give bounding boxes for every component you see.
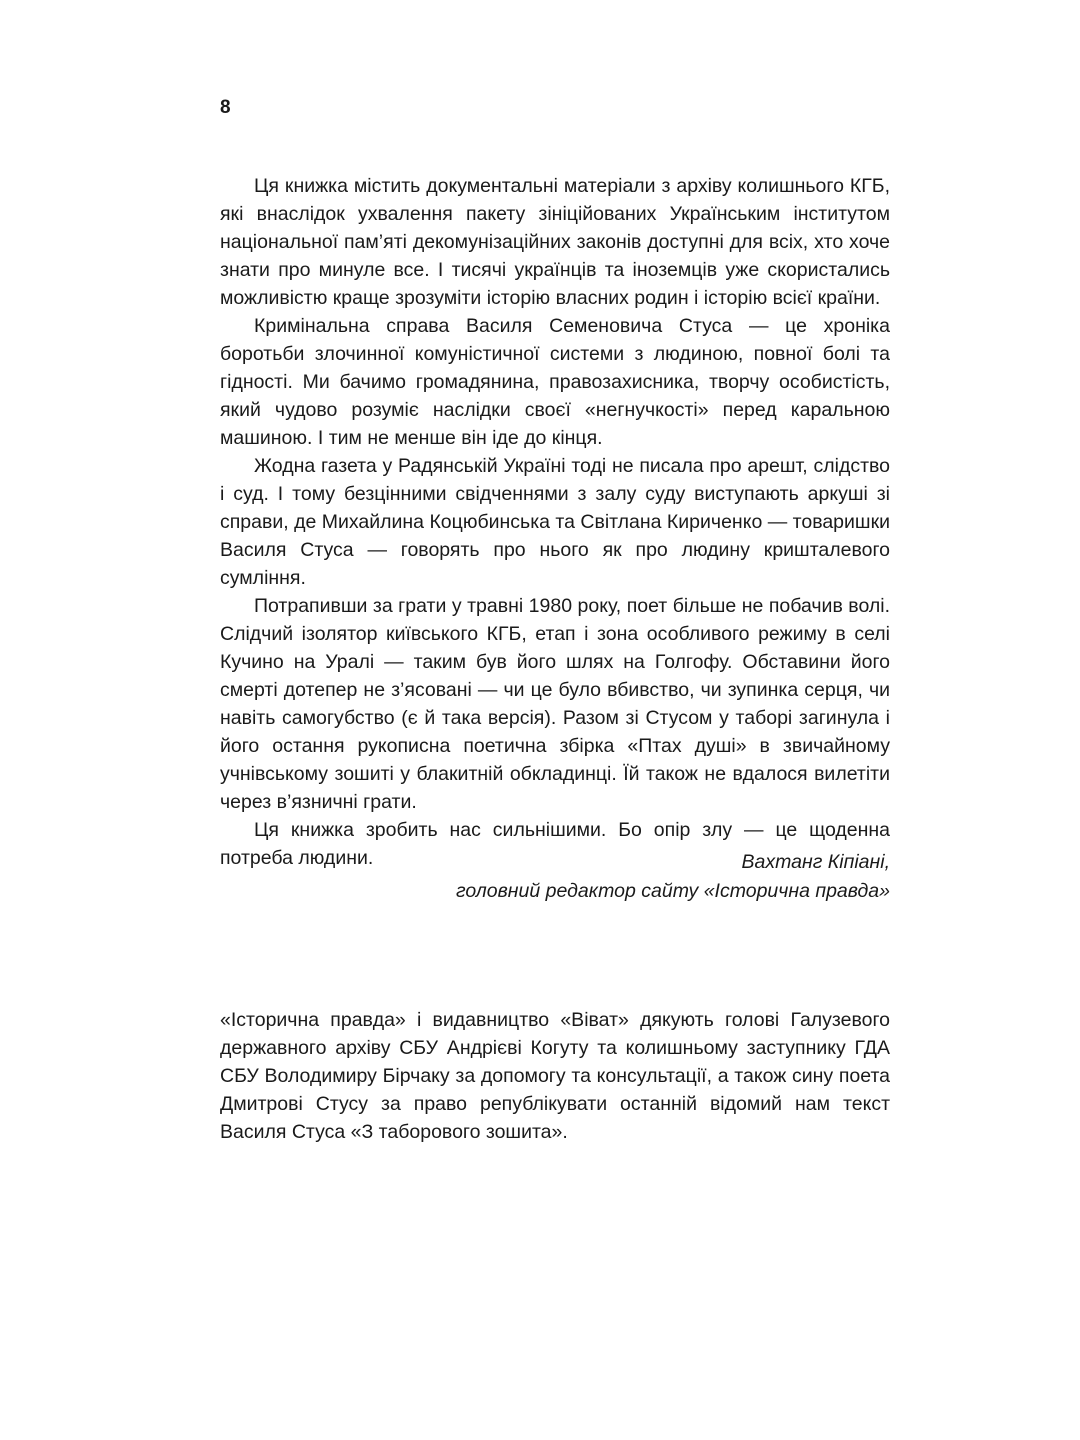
signature-role: головний редактор сайту «Історична правда» [455,880,890,902]
signature-author: Вахтанг Кіпіані, [741,851,890,873]
page-number: 8 [220,97,231,118]
paragraph-intro: Ця книжка містить документальні матеріали з архіву колишнього КГБ, які внаслідок ухвалення пакету зініційованих Українським інститутом національної пам’яті декомунізаційних законів доступні для всіх, хто хоче знати про минуле все. І тисячі українців та іноземців уже скористались можливістю краще зрозуміти історію власних родин і історію всієї країни. [220,175,890,309]
paragraph-conclusion: Ця книжка зробить нас сильнішими. Бо опір злу — це щоденна потреба людини. [220,819,890,869]
paragraph-imprisonment: Потрапивши за грати у травні 1980 року, поет більше не побачив волі. Слідчий ізолятор київського КГБ, етап і зона особливого режиму в селі Кучино на Уралі — таким був його шлях на Голгофу. Обставини його смерті дотепер не з’ясовані — чи це було вбивство, чи зупинка серця, чи навіть самогубство (є й така версія). Разом зі Стусом у таборі загинула і його остання рукописна поетична збірка «Птах душі» в звичайному учнівському зошиті у блакитній обкладинці. Їй також не вдалося вилетіти через в’язничні грати. [220,595,890,813]
main-text [220,172,890,872]
acknowledgment-text: «Історична правда» і видавництво «Віват» дякують голові Галузевого державного архіву СБУ Андрієві Когуту та колишньому заступнику ГДА СБУ Володимиру Бірчаку за допомогу та консультації, а також сину поета Дмитрові Стусу за право републікувати останній відомий нам текст Василя Стуса «З таборового зошита». [220,1009,890,1143]
paragraph-criminal-case: Кримінальна справа Василя Семеновича Стуса — це хроніка боротьби злочинної комуністичної системи з людиною, повної болі та гідності. Ми бачимо громадянина, правозахисника, творчу особистість, який чудово розуміє наслідки своєї «негнучкості» перед каральною машиною. І тим не менше він іде до кінця. [220,315,890,449]
paragraph-newspaper: Жодна газета у Радянській Україні тоді не писала про арешт, слідство і суд. І тому безцінними свідченнями з залу суду виступають аркуші зі справи, де Михайлина Коцюбинська та Світлана Кириченко — товаришки Василя Стуса — говорять про нього як про людину кришталевого сумління. [220,455,890,589]
signature-block [220,848,890,906]
